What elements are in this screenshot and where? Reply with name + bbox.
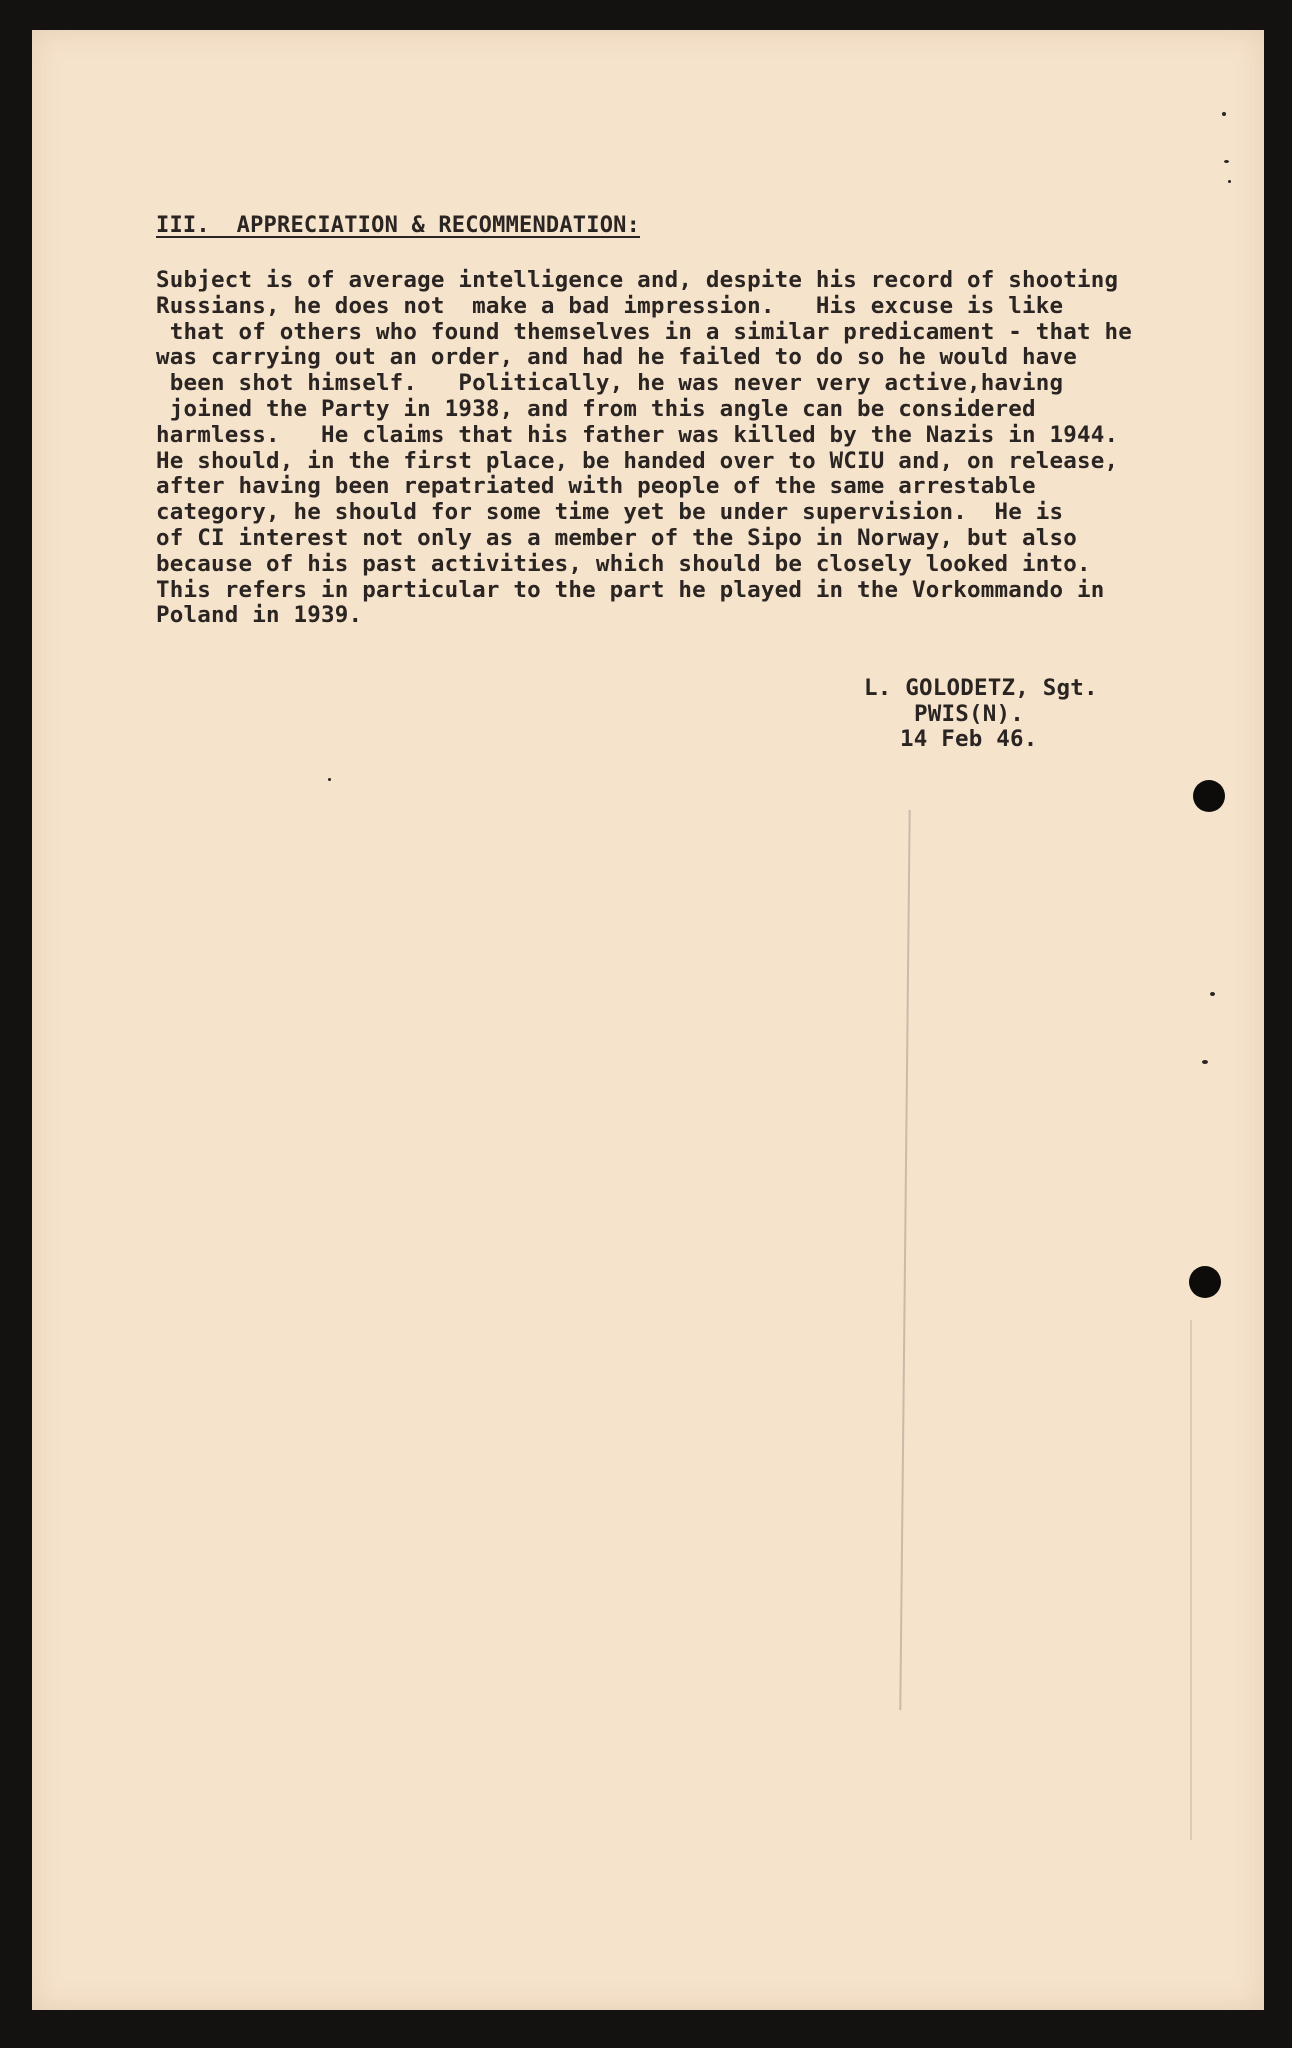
signature-block	[864, 676, 1098, 753]
pencil-mark	[899, 810, 910, 1710]
section-heading: III. APPRECIATION & RECOMMENDATION:	[156, 213, 641, 238]
body-line: Subject is of average intelligence and, despite his record of shooting	[156, 267, 1119, 293]
margin-speck	[1210, 992, 1215, 996]
body-line: Poland in 1939.	[156, 602, 363, 629]
body-line: after having been repatriated with people of the same arrestable	[156, 473, 1036, 500]
body-line: that of others who found themselves in a similar predicament - that he	[156, 318, 1132, 345]
margin-speck	[1228, 180, 1231, 183]
margin-speck	[1222, 112, 1226, 116]
signature-date: 14 Feb 46.	[900, 726, 1038, 752]
punch-hole-lower	[1189, 1266, 1221, 1298]
body-line: been shot himself. Politically, he was never very active,having	[156, 370, 1064, 397]
body-line: Russians, he does not make a bad impression. His excuse is like	[156, 292, 1064, 319]
body-line: harmless. He claims that his father was killed by the Nazis in 1944.	[156, 421, 1119, 448]
signature-name: L. GOLODETZ, Sgt.	[864, 675, 1098, 701]
body-line: of CI interest not only as a member of the Sipo in Norway, but also	[156, 524, 1077, 551]
body-line: was carrying out an order, and had he failed to do so he would have	[156, 344, 1077, 371]
signature-unit: PWIS(N).	[914, 700, 1024, 727]
punch-hole-upper	[1193, 780, 1225, 812]
pencil-mark	[1190, 1320, 1192, 1840]
body-line: category, he should for some time yet be under supervision. He is	[156, 499, 1064, 526]
margin-speck	[1202, 1060, 1208, 1064]
margin-speck	[328, 778, 331, 781]
body-line: joined the Party in 1938, and from this angle can be considered	[156, 395, 1036, 422]
body-line: This refers in particular to the part he played in the Vorkommando in	[156, 576, 1105, 603]
margin-speck	[1224, 160, 1229, 163]
body-line: because of his past activities, which should be closely looked into.	[156, 550, 1091, 577]
body-line: He should, in the first place, be handed over to WCIU and, on release,	[156, 447, 1119, 474]
body-paragraph	[156, 268, 1236, 629]
